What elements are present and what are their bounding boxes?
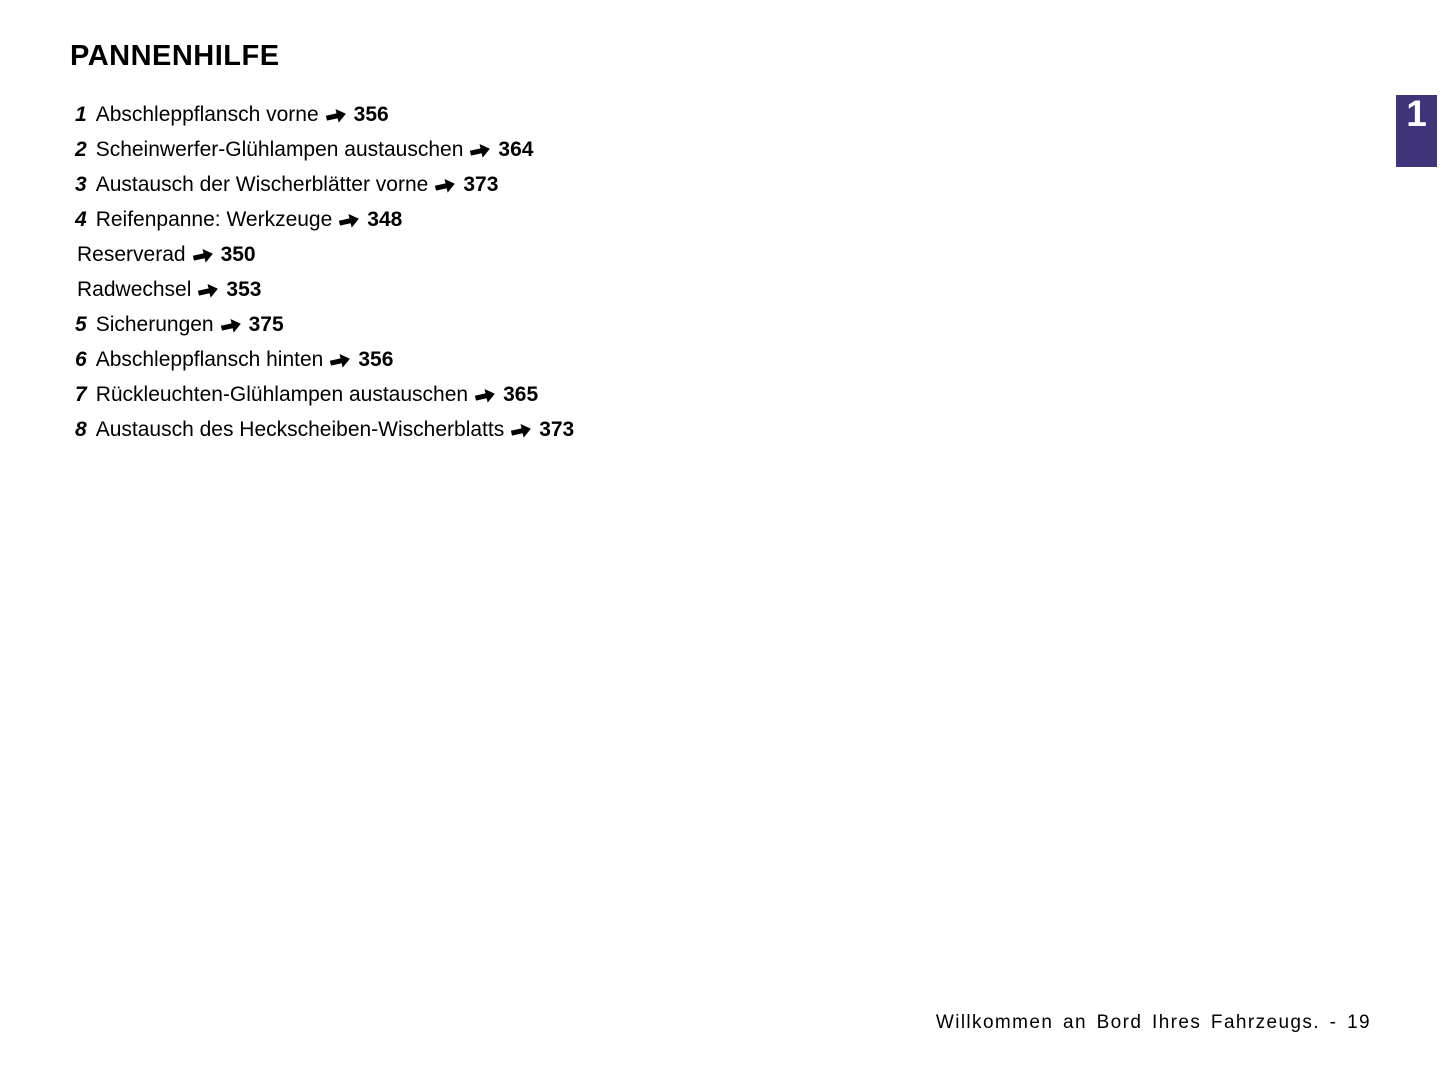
entry-number: 2 xyxy=(75,138,87,161)
entry-number: 3 xyxy=(75,173,87,196)
entry-label: Sicherungen xyxy=(95,313,214,336)
entry-number: 5 xyxy=(75,313,87,336)
entry-page: 356 xyxy=(358,348,394,371)
arrow-right-icon xyxy=(467,131,494,170)
arrow-right-icon xyxy=(322,96,349,135)
toc-entry xyxy=(75,307,574,342)
arrow-right-icon xyxy=(189,236,216,275)
entry-page: 350 xyxy=(220,243,256,266)
toc-entry xyxy=(75,342,574,377)
toc-entry xyxy=(75,167,574,202)
entry-label: Reifenpanne: Werkzeuge xyxy=(95,208,333,231)
arrow-right-icon xyxy=(217,306,244,345)
arrow-right-icon xyxy=(195,271,222,310)
entry-page: 375 xyxy=(248,313,284,336)
entry-page: 364 xyxy=(498,138,534,161)
entry-number: 1 xyxy=(75,103,87,126)
entry-page: 348 xyxy=(367,208,403,231)
toc-entry xyxy=(75,412,574,447)
toc-entry xyxy=(75,237,574,272)
entry-label: Reserverad xyxy=(77,243,186,266)
entry-page: 356 xyxy=(353,103,389,126)
arrow-right-icon xyxy=(471,376,498,415)
entry-number: 8 xyxy=(75,418,87,441)
page-title: PANNENHILFE xyxy=(70,40,280,72)
entry-number: 4 xyxy=(75,208,87,231)
page-footer: Willkommen an Bord Ihres Fahrzeugs. - 19 xyxy=(935,1012,1371,1033)
chapter-tab xyxy=(1396,95,1437,167)
entry-page: 365 xyxy=(503,383,539,406)
entry-page: 353 xyxy=(226,278,262,301)
breakdown-toc-list xyxy=(75,97,574,447)
entry-label: Austausch der Wischerblätter vorne xyxy=(95,173,429,196)
entry-page: 373 xyxy=(463,173,499,196)
arrow-right-icon xyxy=(336,201,363,240)
toc-entry xyxy=(75,377,574,412)
toc-entry xyxy=(75,132,574,167)
entry-label: Abschleppflansch hinten xyxy=(95,348,324,371)
entry-number: 6 xyxy=(75,348,87,371)
toc-entry xyxy=(75,97,574,132)
arrow-right-icon xyxy=(327,341,354,380)
toc-entry xyxy=(75,202,574,237)
entry-label: Scheinwerfer-Glühlampen austauschen xyxy=(95,138,464,161)
entry-page: 373 xyxy=(539,418,575,441)
entry-label: Radwechsel xyxy=(77,278,192,301)
entry-label: Rückleuchten-Glühlampen austauschen xyxy=(95,383,469,406)
entry-label: Austausch des Heckscheiben-Wischerblatts xyxy=(95,418,505,441)
chapter-tab-number: 1 xyxy=(1406,93,1427,134)
toc-entry xyxy=(75,272,574,307)
arrow-right-icon xyxy=(432,166,459,205)
entry-label: Abschleppflansch vorne xyxy=(95,103,319,126)
entry-number: 7 xyxy=(75,383,87,406)
arrow-right-icon xyxy=(508,411,535,450)
